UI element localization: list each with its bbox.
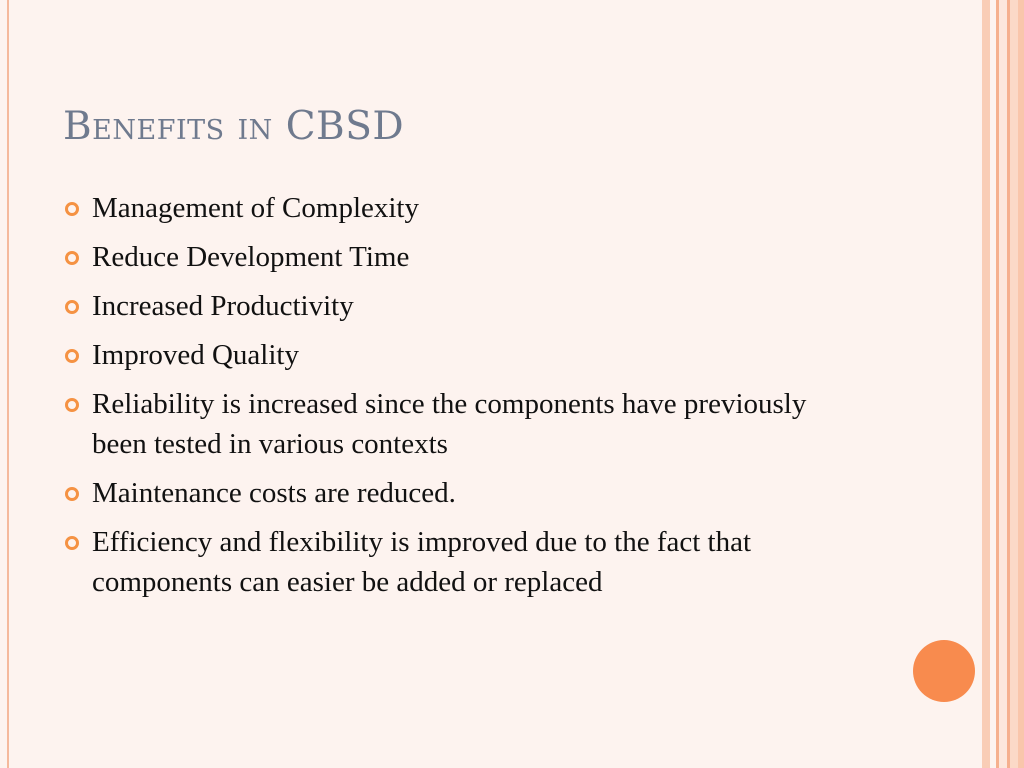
bullet-text: Efficiency and flexibility is improved due to the fact that components can easier be added or replaced (92, 526, 752, 598)
bullet-text: Management of Complexity (92, 192, 419, 224)
bullet-text: Increased Productivity (92, 290, 354, 322)
bullet-text: Reliability is increased since the components have previously been tested in various contexts (92, 388, 807, 460)
list-item (62, 522, 862, 602)
bullet-ring-icon (65, 251, 79, 265)
bullet-text: Maintenance costs are reduced. (92, 477, 456, 509)
bullet-list (62, 188, 862, 611)
list-item (62, 286, 862, 326)
bullet-ring-icon (65, 202, 79, 216)
list-item (62, 237, 862, 277)
list-item (62, 473, 862, 513)
bullet-text: Improved Quality (92, 339, 299, 371)
slide-title: Benefits in CBSD (63, 104, 405, 149)
left-accent-line (7, 0, 9, 768)
bullet-ring-icon (65, 536, 79, 550)
right-stripe-border (982, 0, 1024, 768)
decorative-orange-circle (913, 640, 975, 702)
list-item (62, 335, 862, 375)
list-item (62, 188, 862, 228)
bullet-ring-icon (65, 349, 79, 363)
bullet-ring-icon (65, 487, 79, 501)
bullet-ring-icon (65, 300, 79, 314)
bullet-text: Reduce Development Time (92, 241, 410, 273)
list-item (62, 384, 862, 464)
bullet-ring-icon (65, 398, 79, 412)
